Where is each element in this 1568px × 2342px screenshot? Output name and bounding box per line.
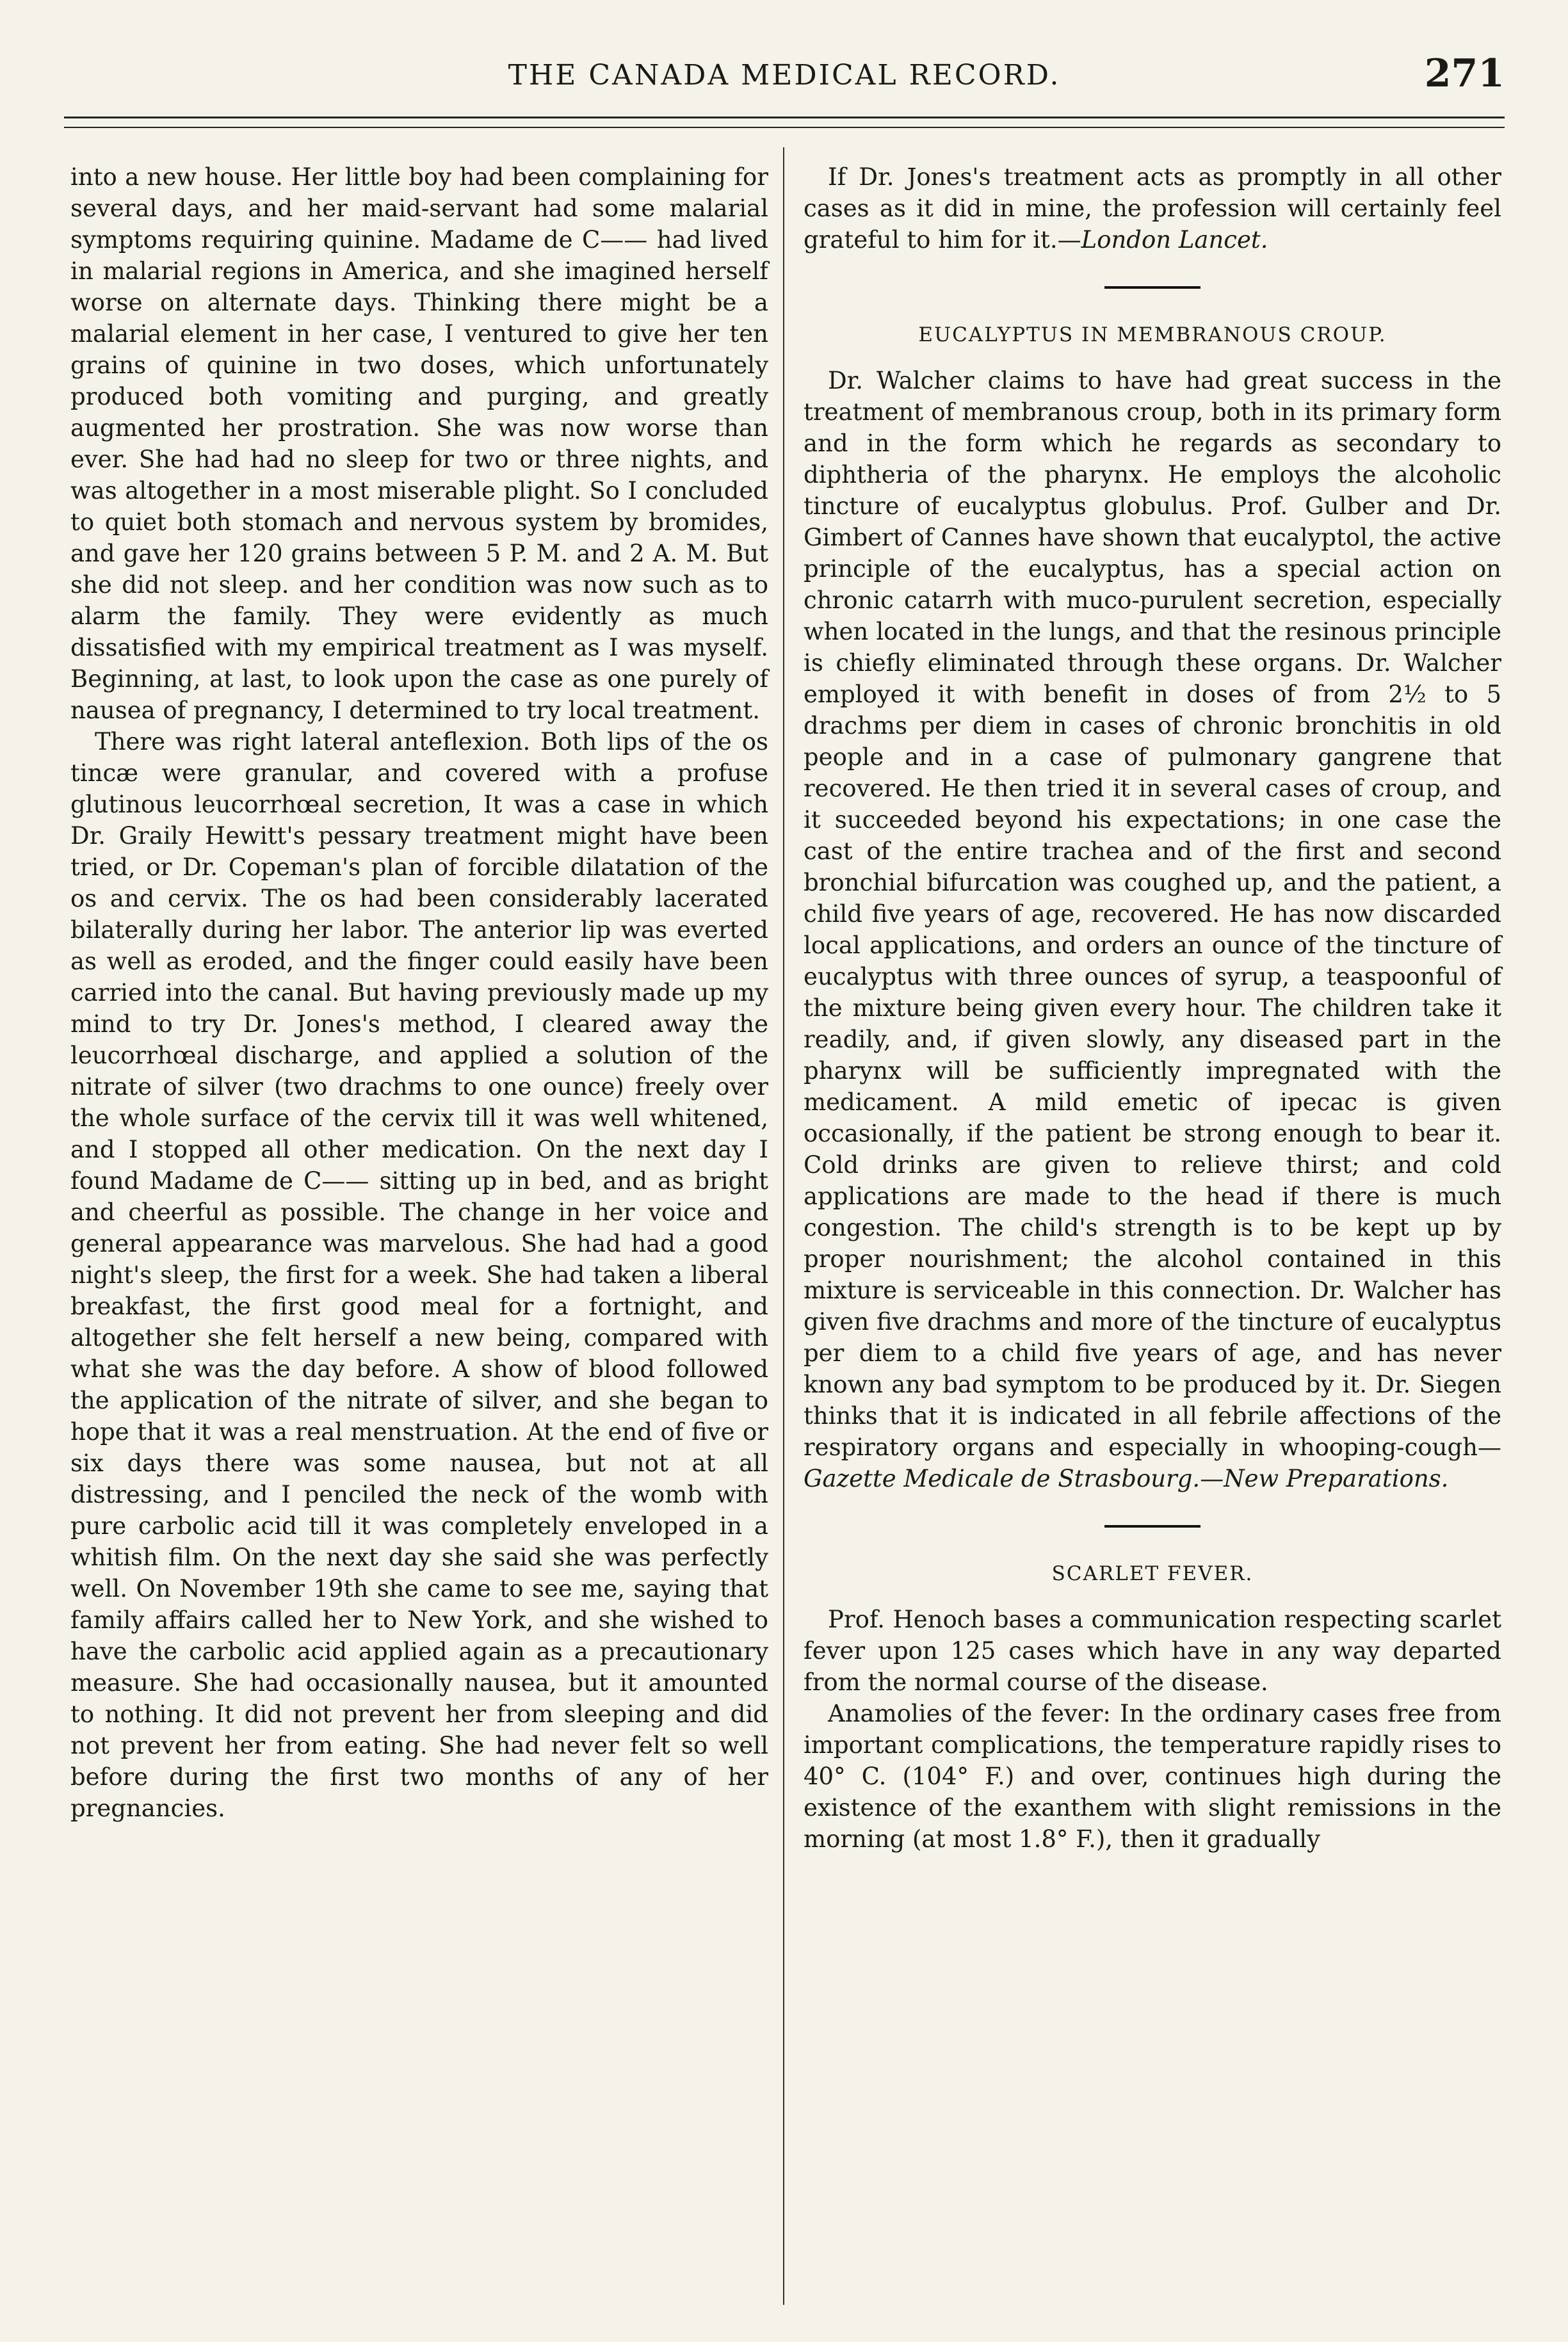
header-rule-thin — [64, 127, 1505, 128]
left-paragraph-2: There was right lateral anteflexion. Both lips of the os tincæ were granular, and covered with a profuse glutinous leucorrhœal secretion, It was a case in which Dr. Graily Hewitt's pessary treatment might have been tried, or Dr. Copeman's plan of forcible dilatation of the os and cervix. The os had been considerably lacerated bilaterally during her labor. The anterior lip was everted as well as eroded, and the finger could easily have been carried into the canal. But having previously made up my mind to try Dr. Jones's method, I cleared away the leucorrhœal discharge, and applied a solution of the nitrate of silver (two drachms to one ounce) freely over the whole surface of the cervix till it was well whitened, and I stopped all other medication. On the next day I found Madame de C—— sitting up in bed, and as bright and cheerful as possible. The change in her voice and general appearance was marvelous. She had had a good night's sleep, the first for a week. She had taken a liberal breakfast, the first good meal for a fortnight, and altogether she felt herself a new being, compared with what she was the day before. A show of blood followed the application of the nitrate of silver, and she began to hope that it was a real menstruation. At the end of five or six days there was some nausea, but not at all distressing, and I penciled the neck of the womb with pure carbolic acid till it was completely enveloped in a whitish film. On the next day she said she was perfectly well. On November 19th she came to see me, saying that family affairs called her to New York, and she wished to have the carbolic acid applied again as a precautionary measure. She had occasionally nausea, but it amounted to nothing. It did not prevent her from sleeping and did not prevent her from eating. She had never felt so well before during the first two months of any of her pregnancies. — [70, 728, 768, 1822]
section-divider-1 — [1104, 286, 1200, 289]
page-number: 271 — [1424, 51, 1505, 96]
eucalyptus-paragraph — [804, 365, 1501, 1494]
left-column — [70, 161, 768, 1824]
column-divider — [783, 147, 784, 2305]
section-heading-scarlet-fever: SCARLET FEVER. — [1051, 1562, 1254, 1585]
intro-source: London Lancet. — [1081, 226, 1268, 254]
page-header — [64, 51, 1505, 102]
intro-paragraph — [804, 161, 1501, 255]
intro-text: If Dr. Jones's treatment acts as promptly in all other cases as it did in mine, the profession will certainly feel grateful to him for it.— — [804, 163, 1501, 254]
eucalyptus-source: Gazette Medicale de Strasbourg.—New Preparations. — [804, 1465, 1449, 1492]
scarlet-paragraph-1: Prof. Henoch bases a communication respecting scarlet fever upon 125 cases which have in any way departed from the normal course of the disease. — [804, 1606, 1501, 1696]
section-divider-2 — [1104, 1525, 1200, 1528]
eucalyptus-text: Dr. Walcher claims to have had great success in the treatment of membranous croup, both in its primary form and in the form which he regards as secondary to diphtheria of the pharynx. He employs the alcoholic tincture of eucalyptus globulus. Prof. Gulber and Dr. Gimbert of Cannes have shown that eucalyptol, the active principle of the eucalyptus, has a special action on chronic catarrh with muco-purulent secretion, especially when located in the lungs, and that the resinous principle is chiefly eliminated through these organs. Dr. Walcher employed it with benefit in doses of from 2½ to 5 drachms per diem in cases of chronic bronchitis in old people and in a case of pulmonary gangrene that recovered. He then tried it in several cases of croup, and it succeeded beyond his expectations; in one case the cast of the entire trachea and of the first and second bronchial bifurcation was coughed up, and the patient, a child five years of age, recovered. He has now discarded local applications, and orders an ounce of the tincture of eucalyptus with three ounces of syrup, a teaspoonful of the mixture being given every hour. The children take it readily, and, if given slowly, any diseased part in the pharynx will be sufficiently impregnated with the medicament. A mild emetic of ipecac is given occasionally, if the patient be strong enough to bear it. Cold drinks are given to relieve thirst; and cold applications are made to the head if there is much congestion. The child's strength is to be kept up by proper nourishment; the alcohol contained in this mixture is serviceable in this connection. Dr. Walcher has given five drachms and more of the tincture of eucalyptus per diem to a child five years of age, and has never known any bad symptom to be produced by it. Dr. Siegen thinks that it is indicated in all febrile affections of the respiratory organs and especially in whooping-cough— — [804, 367, 1501, 1461]
scarlet-paragraph-2: Anamolies of the fever: In the ordinary cases free from important complications, the temperature rapidly rises to 40° C. (104° F.) and over, continues high during the existence of the exanthem with slight remissions in the morning (at most 1.8° F.), then it gradually — [804, 1700, 1501, 1853]
running-title: THE CANADA MEDICAL RECORD. — [508, 59, 1061, 92]
header-rule-thick — [64, 117, 1505, 118]
section-heading-eucalyptus: EUCALYPTUS IN MEMBRANOUS CROUP. — [918, 323, 1387, 346]
left-paragraph-1: into a new house. Her little boy had been complaining for several days, and her maid-servant had some malarial symptoms requiring quinine. Madame de C—— had lived in malarial regions in America, and she imagined herself worse on alternate days. Thinking there might be a malarial element in her case, I ventured to give her ten grains of quinine in two doses, which unfortunately produced both vomiting and purging, and greatly augmented her prostration. She was now worse than ever. She had had no sleep for two or three nights, and was altogether in a most miserable plight. So I concluded to quiet both stomach and nervous system by bromides, and gave her 120 grains between 5 P. M. and 2 A. M. But she did not sleep. and her condition was now such as to alarm the family. They were evidently as much dissatisfied with my empirical treatment as I was myself. Beginning, at last, to look upon the case as one purely of nausea of pregnancy, I determined to try local treatment. — [70, 163, 768, 724]
right-column — [804, 161, 1501, 1855]
